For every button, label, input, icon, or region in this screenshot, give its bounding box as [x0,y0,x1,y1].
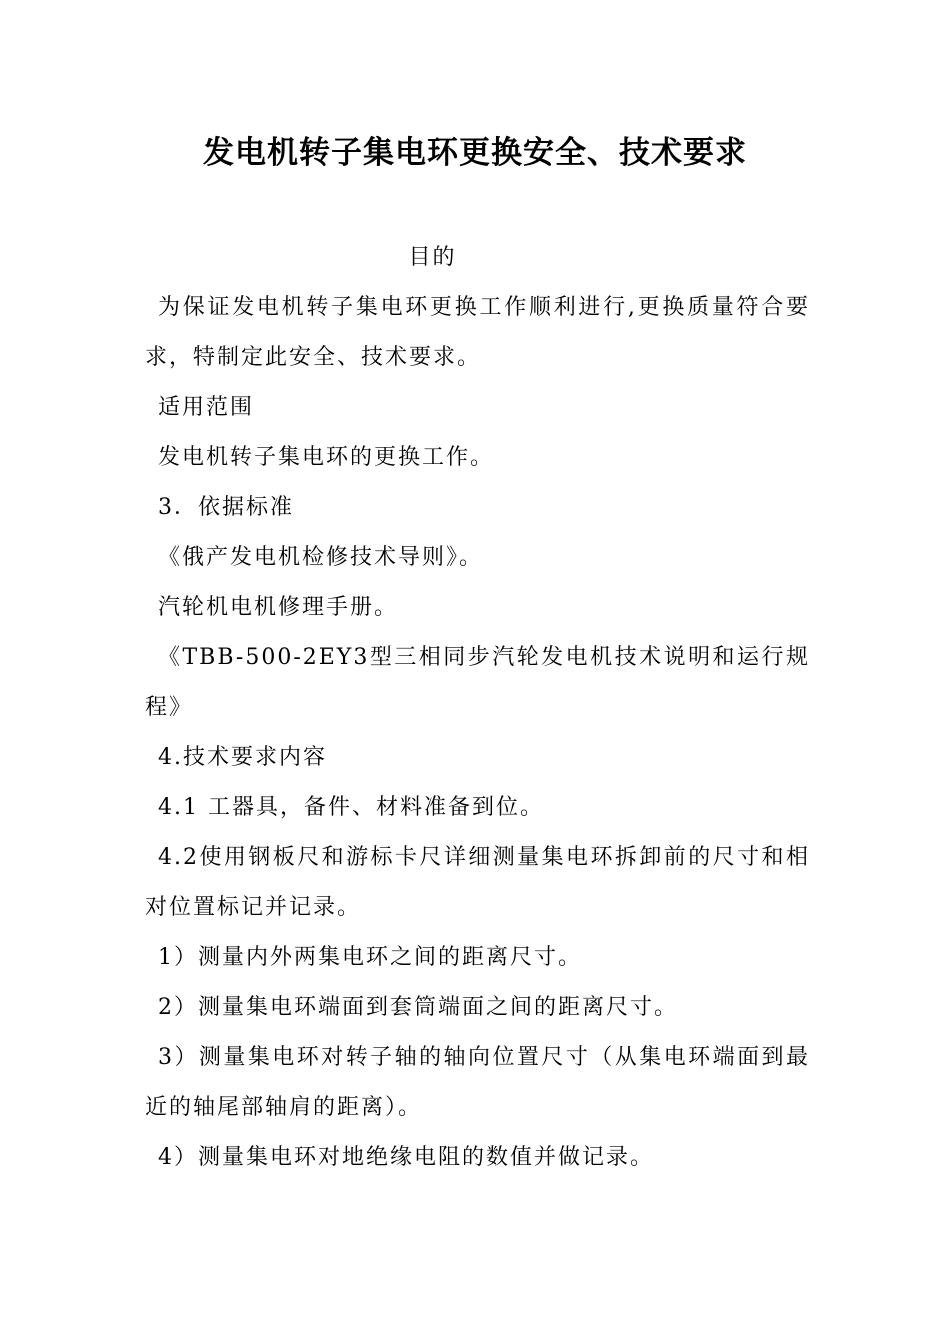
section-heading-requirements: 4.技术要求内容 [158,745,327,770]
measurement-item-4: 4）测量集电环对地绝缘电阻的数值并做记录。 [158,1145,654,1170]
measurement-item-1: 1）测量内外两集电环之间的距离尺寸。 [158,945,582,970]
document-title: 发电机转子集电环更换安全、技术要求 [203,135,747,171]
standard-item-1: 《俄产发电机检修技术导则》。 [158,545,484,570]
document-body [145,233,810,1183]
paragraph-purpose: 为保证发电机转子集电环更换工作顺利进行,更换质量符合要求，特制定此安全、技术要求。 [145,295,810,370]
section-heading-scope: 适用范围 [158,395,255,420]
section-heading-purpose: 目的 [408,245,457,270]
section-heading-standards: 3．依据标准 [158,495,294,520]
standard-item-2: 汽轮机电机修理手册。 [158,595,399,620]
paragraph-scope: 发电机转子集电环的更换工作。 [158,445,495,470]
standard-item-3: 《TBB-500-2EY3型三相同步汽轮发电机技术说明和运行规程》 [145,645,810,720]
measurement-item-2: 2）测量集电环端面到套筒端面之间的距离尺寸。 [158,995,678,1020]
requirement-4-2: 4.2使用钢板尺和游标卡尺详细测量集电环拆卸前的尺寸和相对位置标记并记录。 [145,845,810,920]
requirement-4-1: 4.1 工器具，备件、材料准备到位。 [158,795,544,820]
measurement-item-3: 3）测量集电环对转子轴的轴向位置尺寸（从集电环端面到最近的轴尾部轴肩的距离）。 [145,1045,810,1120]
